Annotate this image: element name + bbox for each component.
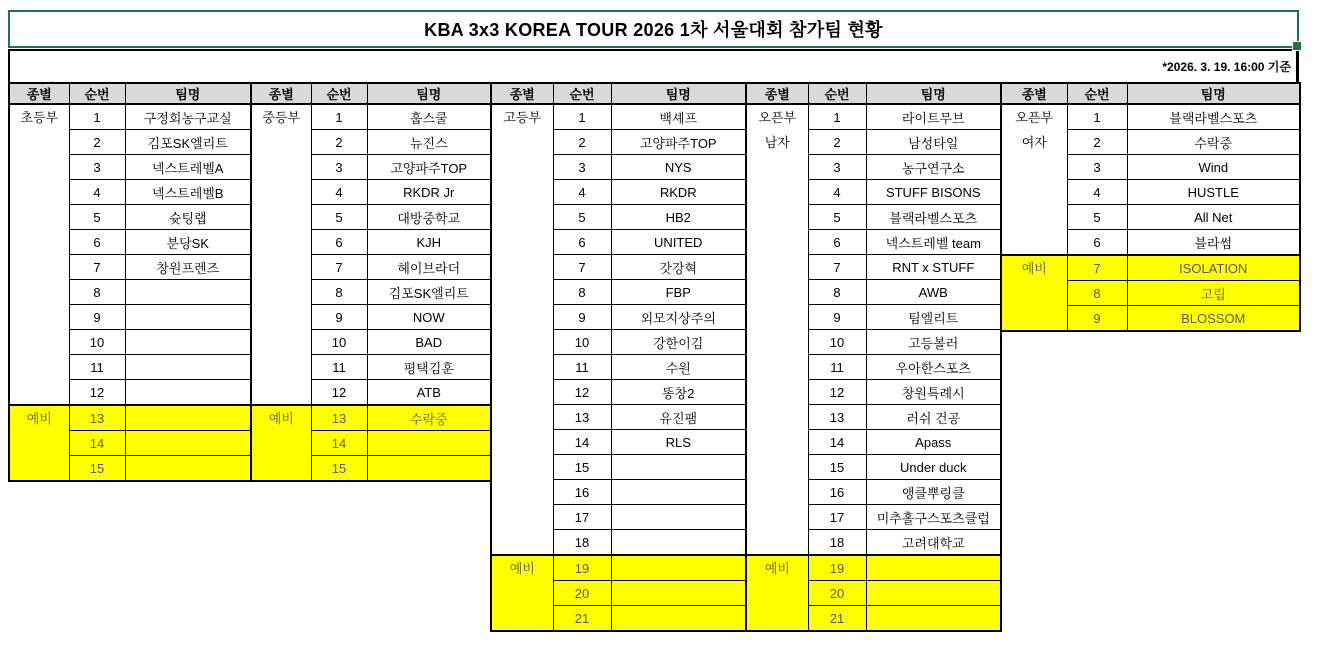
- team-cell[interactable]: [125, 305, 251, 330]
- number-cell[interactable]: 4: [311, 180, 367, 205]
- header-cell-category[interactable]: 종별: [251, 83, 311, 104]
- team-cell[interactable]: [611, 480, 746, 505]
- category-cell[interactable]: [1001, 104, 1067, 255]
- reserve-label: 예비: [26, 411, 52, 426]
- number-cell[interactable]: 2: [808, 130, 866, 155]
- number-cell[interactable]: 9: [553, 305, 611, 330]
- reserve-number-cell[interactable]: 14: [311, 431, 367, 456]
- reserve-team-cell[interactable]: [611, 606, 746, 632]
- group-table: [8, 82, 252, 482]
- header-cell-number[interactable]: 순번: [311, 83, 367, 104]
- category-cell[interactable]: [251, 104, 311, 405]
- team-cell[interactable]: 블라썸: [1127, 230, 1300, 256]
- team-cell[interactable]: BAD: [367, 330, 491, 355]
- reserve-number-cell[interactable]: 21: [808, 606, 866, 632]
- reserve-team-cell[interactable]: [367, 456, 491, 482]
- number-cell[interactable]: 18: [553, 530, 611, 556]
- timestamp-note: *2026. 3. 19. 16:00 기준: [1162, 60, 1291, 74]
- team-cell[interactable]: Under duck: [866, 455, 1001, 480]
- number-cell[interactable]: 6: [808, 230, 866, 255]
- number-cell[interactable]: 10: [553, 330, 611, 355]
- number-cell[interactable]: 3: [808, 155, 866, 180]
- header-row: [251, 83, 491, 104]
- team-cell[interactable]: 대방중학교: [367, 205, 491, 230]
- category-label: 오픈부: [758, 110, 797, 125]
- reserve-team-cell[interactable]: BLOSSOM: [1127, 306, 1300, 332]
- number-cell[interactable]: 4: [69, 180, 125, 205]
- team-cell[interactable]: 외모지상주의: [611, 305, 746, 330]
- number-cell[interactable]: 16: [553, 480, 611, 505]
- number-cell[interactable]: 11: [808, 355, 866, 380]
- note-row: [8, 49, 1299, 82]
- team-cell[interactable]: 블랙라벨스포츠: [1127, 104, 1300, 130]
- group-table: [250, 82, 492, 482]
- number-cell[interactable]: 1: [69, 104, 125, 130]
- team-cell[interactable]: NOW: [367, 305, 491, 330]
- number-cell[interactable]: 18: [808, 530, 866, 556]
- number-cell[interactable]: 17: [808, 505, 866, 530]
- team-cell[interactable]: 분당SK: [125, 230, 251, 255]
- team-cell[interactable]: [611, 505, 746, 530]
- header-row: [491, 83, 746, 104]
- team-cell[interactable]: Apass: [866, 430, 1001, 455]
- team-cell[interactable]: HB2: [611, 205, 746, 230]
- table-row: [1001, 104, 1300, 130]
- number-cell[interactable]: 10: [808, 330, 866, 355]
- team-cell[interactable]: STUFF BISONS: [866, 180, 1001, 205]
- number-cell[interactable]: 6: [1067, 230, 1127, 256]
- number-cell[interactable]: 5: [553, 205, 611, 230]
- team-cell[interactable]: 넥스트레벨B: [125, 180, 251, 205]
- team-cell[interactable]: RNT x STUFF: [866, 255, 1001, 280]
- number-cell[interactable]: 12: [69, 380, 125, 406]
- reserve-team-cell[interactable]: [611, 581, 746, 606]
- team-tables: [8, 82, 1340, 632]
- reserve-number-cell[interactable]: 20: [808, 581, 866, 606]
- reserve-row: [746, 555, 1001, 581]
- team-cell[interactable]: 팀엘리트: [866, 305, 1001, 330]
- table-row: [9, 104, 251, 130]
- table-row: [746, 104, 1001, 130]
- header-cell-number[interactable]: 순번: [553, 83, 611, 104]
- group-table: [1000, 82, 1301, 332]
- number-cell[interactable]: 5: [311, 205, 367, 230]
- number-cell[interactable]: 13: [553, 405, 611, 430]
- team-cell[interactable]: 갓강혁: [611, 255, 746, 280]
- number-cell[interactable]: 4: [1067, 180, 1127, 205]
- header-cell-number[interactable]: 순번: [808, 83, 866, 104]
- number-cell[interactable]: 3: [69, 155, 125, 180]
- team-cell[interactable]: [125, 330, 251, 355]
- team-cell[interactable]: 백셰프: [611, 104, 746, 130]
- category-label: 여자: [1021, 135, 1047, 150]
- team-cell[interactable]: All Net: [1127, 205, 1300, 230]
- number-cell[interactable]: 7: [553, 255, 611, 280]
- number-cell[interactable]: 10: [69, 330, 125, 355]
- header-cell-category[interactable]: 종별: [491, 83, 553, 104]
- reserve-category-cell[interactable]: [1001, 255, 1067, 331]
- team-cell[interactable]: 넥스트레벨A: [125, 155, 251, 180]
- number-cell[interactable]: 15: [553, 455, 611, 480]
- fill-handle[interactable]: [1292, 41, 1302, 51]
- reserve-team-cell[interactable]: [125, 405, 251, 431]
- team-cell[interactable]: NYS: [611, 155, 746, 180]
- number-cell[interactable]: 1: [311, 104, 367, 130]
- number-cell[interactable]: 2: [1067, 130, 1127, 155]
- reserve-category-cell[interactable]: [9, 405, 69, 481]
- number-cell[interactable]: 8: [311, 280, 367, 305]
- reserve-number-cell[interactable]: 7: [1067, 255, 1127, 281]
- header-cell-team[interactable]: 팀명: [367, 83, 491, 104]
- number-cell[interactable]: 1: [553, 104, 611, 130]
- team-cell[interactable]: 똥창2: [611, 380, 746, 405]
- number-cell[interactable]: 3: [1067, 155, 1127, 180]
- header-cell-team[interactable]: 팀명: [1127, 83, 1300, 104]
- number-cell[interactable]: 6: [553, 230, 611, 255]
- reserve-category-cell[interactable]: [746, 555, 808, 631]
- team-cell[interactable]: 고등볼러: [866, 330, 1001, 355]
- category-label: 고등부: [503, 110, 542, 125]
- team-cell[interactable]: 라이트무브: [866, 104, 1001, 130]
- team-cell[interactable]: 고양파주TOP: [611, 130, 746, 155]
- group-table: [490, 82, 747, 632]
- reserve-team-cell[interactable]: ISOLATION: [1127, 255, 1300, 281]
- number-cell[interactable]: 7: [69, 255, 125, 280]
- header-cell-category[interactable]: 종별: [746, 83, 808, 104]
- reserve-row: [9, 405, 251, 431]
- header-row: [746, 83, 1001, 104]
- team-cell[interactable]: 유진팸: [611, 405, 746, 430]
- number-cell[interactable]: 3: [553, 155, 611, 180]
- number-cell[interactable]: 14: [553, 430, 611, 455]
- team-cell[interactable]: [125, 355, 251, 380]
- team-cell[interactable]: KJH: [367, 230, 491, 255]
- team-cell[interactable]: 앵클뿌링클: [866, 480, 1001, 505]
- number-cell[interactable]: 14: [808, 430, 866, 455]
- number-cell[interactable]: 9: [808, 305, 866, 330]
- reserve-team-cell[interactable]: [866, 606, 1001, 632]
- table-row: [491, 104, 746, 130]
- number-cell[interactable]: 7: [808, 255, 866, 280]
- team-cell[interactable]: 슛팅랩: [125, 205, 251, 230]
- team-cell[interactable]: 농구연구소: [866, 155, 1001, 180]
- number-cell[interactable]: 10: [311, 330, 367, 355]
- team-cell[interactable]: ATB: [367, 380, 491, 406]
- header-cell-number[interactable]: 순번: [1067, 83, 1127, 104]
- number-cell[interactable]: 9: [311, 305, 367, 330]
- category-cell[interactable]: [491, 104, 553, 555]
- reserve-number-cell[interactable]: 19: [553, 555, 611, 581]
- reserve-team-cell[interactable]: 고립: [1127, 281, 1300, 306]
- number-cell[interactable]: 12: [311, 380, 367, 406]
- team-cell[interactable]: RKDR Jr: [367, 180, 491, 205]
- team-cell[interactable]: 구정회농구교실: [125, 104, 251, 130]
- team-cell[interactable]: 수락중: [1127, 130, 1300, 155]
- number-cell[interactable]: 8: [808, 280, 866, 305]
- number-cell[interactable]: 11: [69, 355, 125, 380]
- reserve-label: 예비: [1021, 261, 1047, 276]
- reserve-row: [491, 555, 746, 581]
- team-cell[interactable]: [611, 455, 746, 480]
- team-cell[interactable]: 창원프렌즈: [125, 255, 251, 280]
- team-cell[interactable]: [125, 280, 251, 305]
- category-label: 남자: [764, 135, 790, 150]
- number-cell[interactable]: 11: [311, 355, 367, 380]
- number-cell[interactable]: 8: [69, 280, 125, 305]
- number-cell[interactable]: 2: [69, 130, 125, 155]
- team-cell[interactable]: [611, 530, 746, 556]
- team-cell[interactable]: 김포SK엘리트: [367, 280, 491, 305]
- team-cell[interactable]: RKDR: [611, 180, 746, 205]
- team-cell[interactable]: HUSTLE: [1127, 180, 1300, 205]
- number-cell[interactable]: 5: [1067, 205, 1127, 230]
- team-cell[interactable]: 블랙라벨스포츠: [866, 205, 1001, 230]
- team-cell[interactable]: 김포SK엘리트: [125, 130, 251, 155]
- number-cell[interactable]: 17: [553, 505, 611, 530]
- reserve-team-cell[interactable]: [125, 456, 251, 482]
- reserve-team-cell[interactable]: 수락중: [367, 405, 491, 431]
- number-cell[interactable]: 9: [69, 305, 125, 330]
- reserve-team-cell[interactable]: [611, 555, 746, 581]
- reserve-team-cell[interactable]: [125, 431, 251, 456]
- team-cell[interactable]: 훕스쿨: [367, 104, 491, 130]
- number-cell[interactable]: 16: [808, 480, 866, 505]
- reserve-number-cell[interactable]: 13: [69, 405, 125, 431]
- number-cell[interactable]: 1: [1067, 104, 1127, 130]
- reserve-number-cell[interactable]: 8: [1067, 281, 1127, 306]
- reserve-number-cell[interactable]: 14: [69, 431, 125, 456]
- number-cell[interactable]: 7: [311, 255, 367, 280]
- team-cell[interactable]: 우아한스포츠: [866, 355, 1001, 380]
- group-table: [745, 82, 1002, 632]
- team-cell[interactable]: RLS: [611, 430, 746, 455]
- number-cell[interactable]: 1: [808, 104, 866, 130]
- header-cell-team[interactable]: 팀명: [611, 83, 746, 104]
- reserve-number-cell[interactable]: 15: [69, 456, 125, 482]
- number-cell[interactable]: 5: [808, 205, 866, 230]
- header-cell-category[interactable]: 종별: [9, 83, 69, 104]
- title-cell[interactable]: [8, 10, 1299, 48]
- reserve-number-cell[interactable]: 15: [311, 456, 367, 482]
- team-cell[interactable]: UNITED: [611, 230, 746, 255]
- category-cell[interactable]: [9, 104, 69, 405]
- number-cell[interactable]: 2: [311, 130, 367, 155]
- table-row: [251, 104, 491, 130]
- team-cell[interactable]: [125, 380, 251, 406]
- team-cell[interactable]: Wind: [1127, 155, 1300, 180]
- number-cell[interactable]: 5: [69, 205, 125, 230]
- team-cell[interactable]: 헤이브라더: [367, 255, 491, 280]
- team-cell[interactable]: 남성타일: [866, 130, 1001, 155]
- reserve-team-cell[interactable]: [866, 581, 1001, 606]
- team-cell[interactable]: 뉴진스: [367, 130, 491, 155]
- team-cell[interactable]: FBP: [611, 280, 746, 305]
- team-cell[interactable]: 미추홀구스포츠클럽: [866, 505, 1001, 530]
- team-cell[interactable]: 러쉬 건공: [866, 405, 1001, 430]
- number-cell[interactable]: 13: [808, 405, 866, 430]
- reserve-label: 예비: [509, 561, 535, 576]
- reserve-category-cell[interactable]: [251, 405, 311, 481]
- number-cell[interactable]: 15: [808, 455, 866, 480]
- number-cell[interactable]: 12: [553, 380, 611, 405]
- header-cell-number[interactable]: 순번: [69, 83, 125, 104]
- reserve-team-cell[interactable]: [367, 431, 491, 456]
- team-cell[interactable]: 평택김훈: [367, 355, 491, 380]
- header-row: [1001, 83, 1300, 104]
- reserve-number-cell[interactable]: 9: [1067, 306, 1127, 332]
- team-cell[interactable]: 고려대학교: [866, 530, 1001, 556]
- reserve-number-cell[interactable]: 19: [808, 555, 866, 581]
- reserve-number-cell[interactable]: 20: [553, 581, 611, 606]
- team-cell[interactable]: 수원: [611, 355, 746, 380]
- category-cell[interactable]: [746, 104, 808, 555]
- number-cell[interactable]: 12: [808, 380, 866, 405]
- team-cell[interactable]: 넥스트레벨 team: [866, 230, 1001, 255]
- reserve-number-cell[interactable]: 21: [553, 606, 611, 632]
- reserve-label: 예비: [764, 561, 790, 576]
- number-cell[interactable]: 2: [553, 130, 611, 155]
- category-label: 오픈부: [1015, 110, 1054, 125]
- team-cell[interactable]: AWB: [866, 280, 1001, 305]
- number-cell[interactable]: 3: [311, 155, 367, 180]
- page-title: KBA 3x3 KOREA TOUR 2026 1차 서울대회 참가팀 현황: [424, 20, 883, 40]
- header-row: [9, 83, 251, 104]
- team-cell[interactable]: 창원특례시: [866, 380, 1001, 405]
- reserve-team-cell[interactable]: [866, 555, 1001, 581]
- number-cell[interactable]: 4: [553, 180, 611, 205]
- header-cell-team[interactable]: 팀명: [866, 83, 1001, 104]
- reserve-label: 예비: [268, 411, 294, 426]
- category-label: 초등부: [20, 110, 59, 125]
- number-cell[interactable]: 4: [808, 180, 866, 205]
- category-label: 중등부: [262, 110, 301, 125]
- team-cell[interactable]: 강한이김: [611, 330, 746, 355]
- reserve-row: [1001, 255, 1300, 281]
- reserve-category-cell[interactable]: [491, 555, 553, 631]
- team-cell[interactable]: 고양파주TOP: [367, 155, 491, 180]
- header-cell-category[interactable]: 종별: [1001, 83, 1067, 104]
- number-cell[interactable]: 6: [69, 230, 125, 255]
- reserve-number-cell[interactable]: 13: [311, 405, 367, 431]
- header-cell-team[interactable]: 팀명: [125, 83, 251, 104]
- number-cell[interactable]: 8: [553, 280, 611, 305]
- number-cell[interactable]: 6: [311, 230, 367, 255]
- reserve-row: [251, 405, 491, 431]
- number-cell[interactable]: 11: [553, 355, 611, 380]
